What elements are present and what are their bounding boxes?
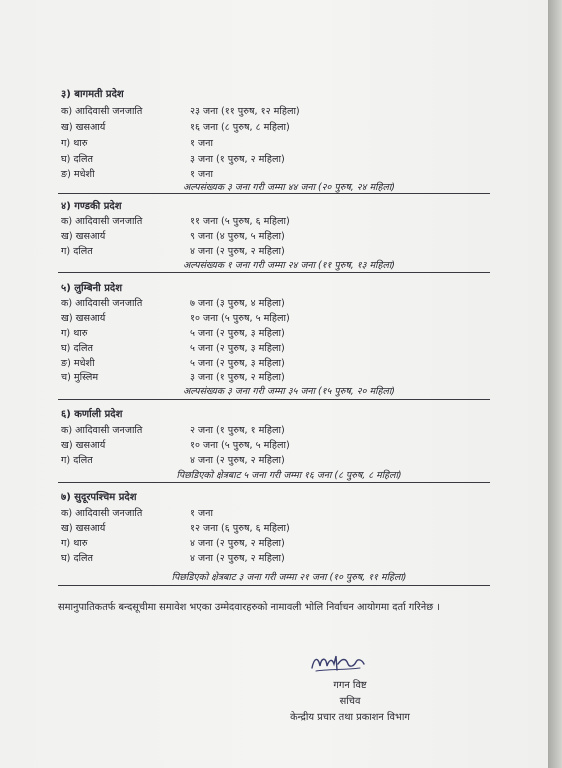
list-item [0, 506, 548, 520]
row-label: ग) थारु [61, 138, 88, 149]
row-label: क) आदिवासी जनजाति [61, 216, 143, 227]
handwritten-signature [308, 650, 368, 676]
divider [58, 399, 490, 400]
row-value: ३ जना (१ पुरुष, २ महिला) [190, 372, 285, 383]
list-item [0, 423, 548, 437]
list-item [0, 311, 548, 325]
row-value: ४ जना (२ पुरुष, २ महिला) [190, 553, 285, 564]
list-item [0, 296, 548, 310]
row-label: क) आदिवासी जनजाति [61, 106, 143, 117]
row-label: क) आदिवासी जनजाति [61, 425, 143, 436]
row-value: २३ जना (११ पुरुष, १२ महिला) [190, 106, 300, 117]
row-value: १० जना (५ पुरुष, ५ महिला) [190, 313, 290, 324]
row-label: ख) खसआर्य [61, 313, 106, 324]
divider [58, 482, 490, 483]
list-item [0, 136, 548, 150]
signatory-department: केन्द्रीय प्रचार तथा प्रकाशन विभाग [290, 712, 410, 723]
section-heading: ५) लुम्बिनी प्रदेश [61, 283, 123, 294]
divider [58, 585, 490, 586]
section-summary: पिछडिएको क्षेत्रबाट ५ जना गरी जम्मा १६ जना (८ पुरुष, ८ महिला) [176, 470, 402, 481]
list-item [0, 167, 548, 181]
section-heading: ४) गण्डकी प्रदेश [61, 201, 122, 212]
list-item [0, 229, 548, 243]
row-label: ख) खसआर्य [61, 440, 106, 451]
row-label: ङ) मधेशी [61, 358, 95, 369]
row-value: १६ जना (८ पुरुष, ८ महिला) [190, 122, 290, 133]
list-item [0, 120, 548, 134]
list-item [0, 104, 548, 118]
list-item [0, 536, 548, 550]
row-label: ग) दलित [61, 455, 93, 466]
row-value: ४ जना (२ पुरुष, २ महिला) [190, 246, 285, 257]
section-summary: पिछडिएको क्षेत्रबाट ३ जना गरी जम्मा २१ जना (१० पुरुष, ११ महिला) [171, 572, 407, 583]
section-summary: अल्पसंख्यक ३ जना गरी जम्मा ३५ जना (१५ पुरुष, २० महिला) [183, 386, 395, 397]
list-item [0, 370, 548, 384]
row-value: ११ जना (५ पुरुष, ६ महिला) [190, 216, 290, 227]
row-label: घ) दलित [61, 154, 94, 165]
list-item [0, 341, 548, 355]
list-item [0, 521, 548, 535]
row-label: ग) थारु [61, 328, 88, 339]
row-label: ख) खसआर्य [61, 523, 106, 534]
row-value: ७ जना (३ पुरुष, ४ महिला) [190, 298, 285, 309]
list-item [0, 438, 548, 452]
list-item [0, 453, 548, 467]
section-heading: ६) कर्णाली प्रदेश [61, 409, 123, 420]
row-label: च) मुस्लिम [61, 372, 99, 383]
row-value: १० जना (५ पुरुष, ५ महिला) [190, 440, 290, 451]
row-label: क) आदिवासी जनजाति [61, 508, 143, 519]
list-item [0, 326, 548, 340]
row-label: ङ) मधेशी [61, 169, 95, 180]
signatory-name: गगन विष्ट [333, 680, 367, 691]
list-item [0, 152, 548, 166]
row-value: १ जना [190, 508, 213, 519]
row-value: ५ जना (२ पुरुष, ३ महिला) [190, 343, 285, 354]
row-value: ९ जना (४ पुरुष, ५ महिला) [190, 231, 285, 242]
section-heading: ३) बागमती प्रदेश [61, 89, 124, 100]
list-item [0, 356, 548, 370]
row-label: घ) दलित [61, 343, 94, 354]
row-value: ४ जना (२ पुरुष, २ महिला) [190, 538, 285, 549]
row-value: १२ जना (६ पुरुष, ६ महिला) [190, 523, 290, 534]
closing-note: समानुपातिकतर्फ बन्दसूचीमा समावेश भएका उम्मेदवारहरुको नामावली भोलि निर्वाचन आयोगमा दर्ता गरिनेछ । [58, 602, 440, 613]
list-item [0, 551, 548, 565]
row-value: १ जना [190, 138, 213, 149]
list-item [0, 214, 548, 228]
row-label: ग) दलित [61, 246, 93, 257]
divider [58, 272, 490, 273]
row-label: क) आदिवासी जनजाति [61, 298, 143, 309]
row-value: ३ जना (१ पुरुष, २ महिला) [190, 154, 285, 165]
row-value: २ जना (१ पुरुष, १ महिला) [190, 425, 285, 436]
signatory-title: सचिव [339, 696, 361, 707]
row-label: ख) खसआर्य [61, 231, 106, 242]
row-label: घ) दलित [61, 553, 94, 564]
row-label: ग) थारु [61, 538, 88, 549]
page-edge [548, 0, 562, 768]
section-heading: ७) सुदूरपश्चिम प्रदेश [61, 492, 137, 503]
list-item [0, 244, 548, 258]
row-value: १ जना [190, 169, 213, 180]
row-label: ख) खसआर्य [61, 122, 106, 133]
divider [58, 193, 490, 194]
section-summary: अल्पसंख्यक १ जना गरी जम्मा २४ जना (११ पुरुष, १३ महिला) [183, 260, 395, 271]
row-value: ५ जना (२ पुरुष, ३ महिला) [190, 328, 285, 339]
section-summary: अल्पसंख्यक ३ जना गरी जम्मा ४४ जना (२० पुरुष, २४ महिला) [183, 182, 395, 193]
row-value: ५ जना (२ पुरुष, ३ महिला) [190, 358, 285, 369]
row-value: ४ जना (२ पुरुष, २ महिला) [190, 455, 285, 466]
